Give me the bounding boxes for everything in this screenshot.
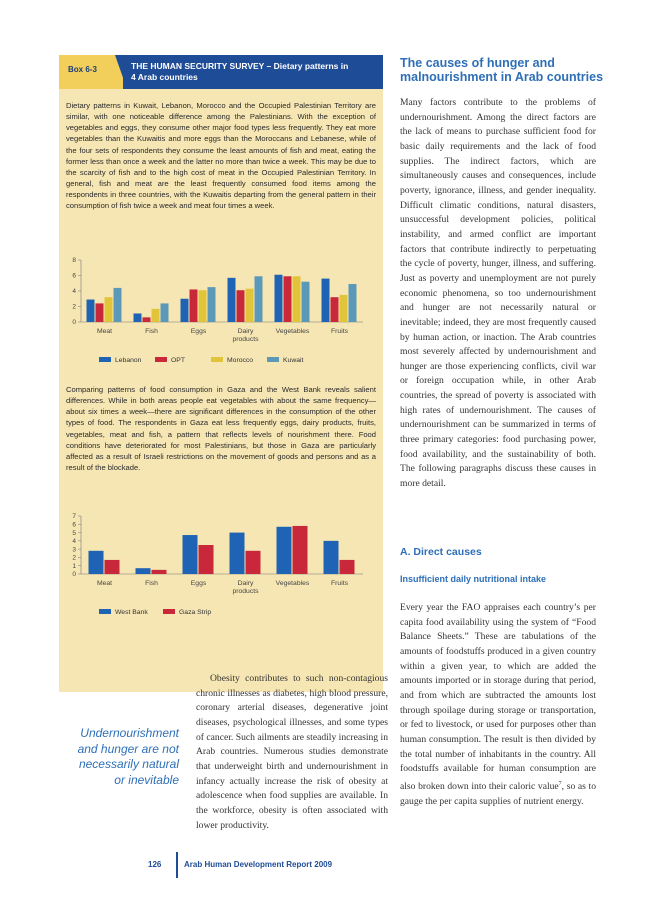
y-tick-label: 6: [72, 521, 76, 529]
pull-quote-line1: Undernourishment: [80, 726, 179, 740]
legend-swatch: [99, 609, 111, 614]
legend-label: West Bank: [115, 609, 148, 616]
bar-gaza-strip-fish: [152, 570, 167, 574]
bar-opt-vegetables: [284, 276, 292, 322]
right-paragraph-1: Many factors contribute to the problems of undernourishment. Among the direct factors are the lack of means to purchase sufficient food for basic daily requirements and the lack of food supplies. The indirect factors, which are simultaneously causes and consequences, include poverty, ignorance, illness, and gender inequality. Difficult climatic conditions, natural disasters, unsuccessful development policies, political instability, and armed conflict are important factors that contribute indirectly to perpetuating the cycle of poverty, hunger, illness, and suffering. Just as poverty and unemployment are not purely economic phenomena, so too undernourishment and hunger are not necessarily natural or inevitable; indeed, they are most frequently caused by human action, or inaction. The Arab countries most severely affected by undernourishment and hunger are those experiencing conflicts, civil war or foreign occupation while, in other Arab countries, the spread of poverty is associated with high rates of undernourishment. The causes of undernourishment can be summarized in terms of three primary categories: food purchasing power, food availability, and the sustainability of both. The following paragraphs discuss these causes in more detail.: [400, 97, 596, 490]
y-tick-label: 8: [72, 257, 76, 265]
box-title-line1: THE HUMAN SECURITY SURVEY – Dietary patterns in: [131, 61, 349, 71]
bar-opt-eggs: [190, 289, 198, 322]
report-title: Arab Human Development Report 2009: [184, 860, 333, 869]
y-tick-label: 2: [72, 554, 76, 562]
page-number: 126: [148, 860, 162, 869]
y-tick-label: 4: [72, 288, 76, 296]
x-tick-label: Vegetables: [275, 328, 310, 335]
right-paragraph-2-text: Every year the FAO appraises each country’s per capita food availability using the system of “Food Balance Sheets.” These are tabulations of the amounts of foodstuffs produced in a given country within a given year, to which are added the amounts imported or in storage during that period, and from which are subtracted the amounts lost through spoilage during storage or transportation, or fed to livestock, or used for purposes other than human consumption. The result is then divided by the total number of inhabitants in the country. All foodstuffs available for human consumption are also broken down into their caloric value: [400, 602, 596, 793]
x-tick-label: Dairy products: [232, 580, 259, 595]
x-tick-label: Meat: [96, 328, 113, 335]
bar-kuwait-vegetables: [302, 282, 310, 322]
x-tick-label: Fruits: [331, 580, 348, 587]
heading-direct-causes: A. Direct causes: [400, 546, 482, 558]
legend-label: OPT: [171, 357, 185, 364]
bar-lebanon-eggs: [181, 299, 189, 322]
bar-opt-dairy-products: [237, 290, 245, 322]
box-label: Box 6-3: [59, 55, 123, 89]
x-tick-label: Meat: [96, 580, 113, 587]
chart-dietary-patterns: [59, 252, 383, 368]
bar-lebanon-dairy-products: [228, 278, 236, 322]
bar-lebanon-vegetables: [275, 275, 283, 322]
bar-west-bank-meat: [89, 551, 104, 574]
y-tick-label: 2: [72, 303, 76, 311]
bar-gaza-strip-meat: [105, 560, 120, 574]
legend-swatch: [211, 357, 223, 362]
y-tick-label: 0: [72, 571, 76, 579]
bar-lebanon-meat: [87, 300, 95, 322]
x-tick-label: Vegetables: [275, 580, 310, 587]
legend-label: Morocco: [227, 357, 254, 364]
bar-morocco-eggs: [199, 290, 207, 322]
y-tick-label: 1: [72, 562, 76, 570]
bar-west-bank-vegetables: [277, 527, 292, 574]
legend-label: Kuwait: [283, 357, 304, 364]
bar-opt-fish: [143, 317, 151, 322]
bar-gaza-strip-vegetables: [293, 526, 308, 574]
bar-lebanon-fruits: [322, 279, 330, 322]
bar-morocco-meat: [105, 297, 113, 322]
bar-gaza-strip-fruits: [340, 560, 355, 574]
chart-gaza-westbank: [59, 508, 383, 624]
bar-opt-fruits: [331, 297, 339, 322]
y-tick-label: 7: [72, 513, 76, 521]
bar-kuwait-dairy-products: [255, 276, 263, 322]
bar-morocco-vegetables: [293, 276, 301, 322]
legend-swatch: [155, 357, 167, 362]
section-title-line2: malnourishment in Arab countries: [400, 70, 604, 84]
bar-west-bank-fruits: [324, 541, 339, 574]
pull-quote-line3: necessarily natural: [78, 757, 179, 771]
subheading-nutritional-intake: Insufficient daily nutritional intake: [400, 574, 547, 584]
right-paragraph-2-end: , so as to gauge the per capita supplies of nutrient energy.: [400, 781, 596, 807]
bar-kuwait-fish: [161, 303, 169, 322]
obesity-paragraph: Obesity contributes to such non-contagious chronic illnesses as diabetes, high blood pressure, coronary arterial diseases, degenerative joint diseases, psychological illnesses, and some types of cancer. Such ailments are steadily increasing in Arab countries. Numerous studies demonstrate that underweight birth and undernourishment in infancy actually increase the risk of obesity at adolescence when food supplies are available. In the workforce, obesity is often associated with lower productivity.: [196, 673, 388, 831]
box-paragraph-1: Dietary patterns in Kuwait, Lebanon, Morocco and the Occupied Palestinian Territory are similar, with one noticeable difference among the Palestinians. With the exception of vegetables and eggs, they consume other major food types less frequently. They eat more vegetables than the Kuwaitis and more eggs than the Moroccans and Lebanese, while of the four sets of respondents they consume the least amounts of fish and meat, eating the former less than once a week and the latter no more than twice a week. This may be due to the scarcity of fish and to the high cost of meat in the Occupied Palestinian Territory. In general, fish and meat are the least frequently consumed food items among the respondents in three countries, with the Kuwaitis departing from the general pattern in their consumption of fish twice a week and meat four times a week.: [66, 101, 376, 211]
bar-kuwait-eggs: [208, 287, 216, 322]
x-tick-label: Dairy products: [232, 328, 259, 343]
box-title-line2: 4 Arab countries: [131, 72, 198, 82]
x-tick-label: Eggs: [190, 580, 207, 587]
pull-quote-line4: or inevitable: [114, 772, 179, 787]
x-tick-label: Fruits: [331, 328, 348, 335]
x-tick-label: Fish: [145, 328, 158, 335]
bar-opt-meat: [96, 303, 104, 322]
bar-west-bank-fish: [136, 568, 151, 574]
legend-swatch: [163, 609, 175, 614]
legend-label: Gaza Strip: [179, 609, 212, 616]
section-title-line1: The causes of hunger and: [400, 56, 555, 70]
bar-lebanon-fish: [134, 313, 142, 322]
pull-quote: [60, 726, 179, 788]
bar-west-bank-eggs: [183, 535, 198, 574]
right-paragraph-2: [400, 601, 596, 809]
y-tick-label: 6: [72, 272, 76, 280]
legend-swatch: [267, 357, 279, 362]
bar-morocco-dairy-products: [246, 289, 254, 322]
bar-gaza-strip-dairy-products: [246, 551, 261, 574]
bar-gaza-strip-eggs: [199, 545, 214, 574]
y-tick-label: 3: [72, 546, 76, 554]
bar-morocco-fruits: [340, 295, 348, 322]
bar-kuwait-fruits: [349, 284, 357, 322]
legend-label: Lebanon: [115, 357, 142, 364]
box-title: [123, 55, 383, 89]
section-title: [400, 56, 615, 84]
bar-west-bank-dairy-products: [230, 533, 245, 574]
y-tick-label: 4: [72, 538, 76, 546]
x-tick-label: Fish: [145, 580, 158, 587]
bar-morocco-fish: [152, 309, 160, 322]
x-tick-label: Eggs: [190, 328, 207, 335]
y-tick-label: 5: [72, 529, 76, 537]
footer-divider: [176, 852, 178, 878]
pull-quote-line2: and hunger are not: [77, 741, 179, 756]
box-paragraph-2: Comparing patterns of food consumption in Gaza and the West Bank reveals salient differences. While in both areas people eat vegetables with about the same frequency—about six times a week—there are significant differences in the consumption of the other types of food. The respondents in Gaza eat less frequently eggs, dairy products, fruits, vegetables, meat and fish, a pattern that reflects levels of nourishment there. Food conditions have deteriorated for most Palestinians, but those in Gaza are particularly affected as a result of Israeli restrictions on the movement of goods and persons and as a result of the blockade.: [66, 385, 376, 473]
footnote-ref[interactable]: 7: [558, 780, 562, 787]
y-tick-label: 0: [72, 319, 76, 327]
legend-swatch: [99, 357, 111, 362]
bar-kuwait-meat: [114, 288, 122, 322]
